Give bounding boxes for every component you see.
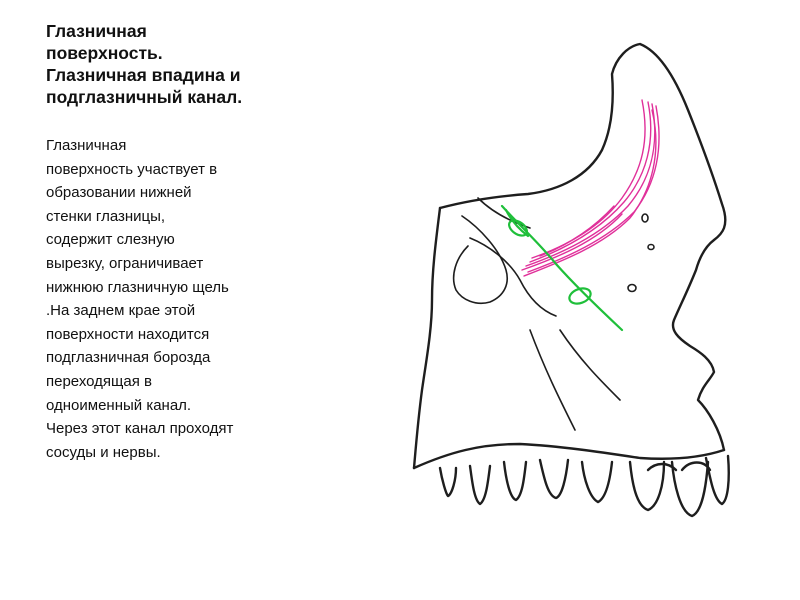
- alveolar-margin: [414, 444, 724, 468]
- posterior-contour: [414, 208, 440, 468]
- body-line: Глазничная: [46, 137, 127, 154]
- tooth-1: [440, 468, 456, 496]
- tooth-crown-cluster: [648, 463, 710, 471]
- infraorbital-nerve: [502, 206, 622, 330]
- body-line: стенки глазницы,: [46, 207, 166, 225]
- tooth-6: [630, 462, 664, 510]
- body-line: одноименный канал.: [46, 396, 192, 414]
- tooth-3: [504, 462, 526, 500]
- body-line: переходящая в: [46, 372, 152, 390]
- maxilla-outline: [440, 44, 725, 450]
- nerve-ganglion-lower: [567, 286, 592, 307]
- tooth-2: [470, 466, 490, 504]
- tooth-4: [540, 460, 568, 498]
- title-line: Глазничная впадина и: [46, 65, 241, 85]
- body-line: Через этот канал проходят: [46, 420, 234, 438]
- tooth-8: [706, 456, 729, 504]
- sinus-line: [530, 330, 620, 430]
- title-line: поверхность.: [46, 43, 163, 63]
- body-line: .На заднем крае этой: [46, 302, 196, 320]
- body-line: поверхности находится: [46, 325, 210, 343]
- zygomatic-process: [454, 216, 508, 303]
- body-line: сосуды и нервы.: [46, 443, 161, 461]
- body-line: вырезку, ограничивает: [46, 254, 204, 272]
- foramen-2: [648, 245, 654, 250]
- title-line: подглазничный канал.: [46, 87, 243, 107]
- body-line: нижнюю глазничную щель: [46, 278, 229, 296]
- tooth-7: [672, 462, 708, 516]
- foramen-3: [628, 285, 636, 292]
- body-line: образовании нижней: [46, 184, 192, 202]
- title-line: Глазничная: [46, 21, 147, 41]
- body-line: подглазничная борозда: [46, 349, 211, 367]
- body-line: содержит слезную: [46, 231, 175, 249]
- foramen-1: [642, 214, 648, 222]
- body-line: поверхность участвует в: [46, 160, 218, 178]
- tooth-5: [582, 462, 612, 502]
